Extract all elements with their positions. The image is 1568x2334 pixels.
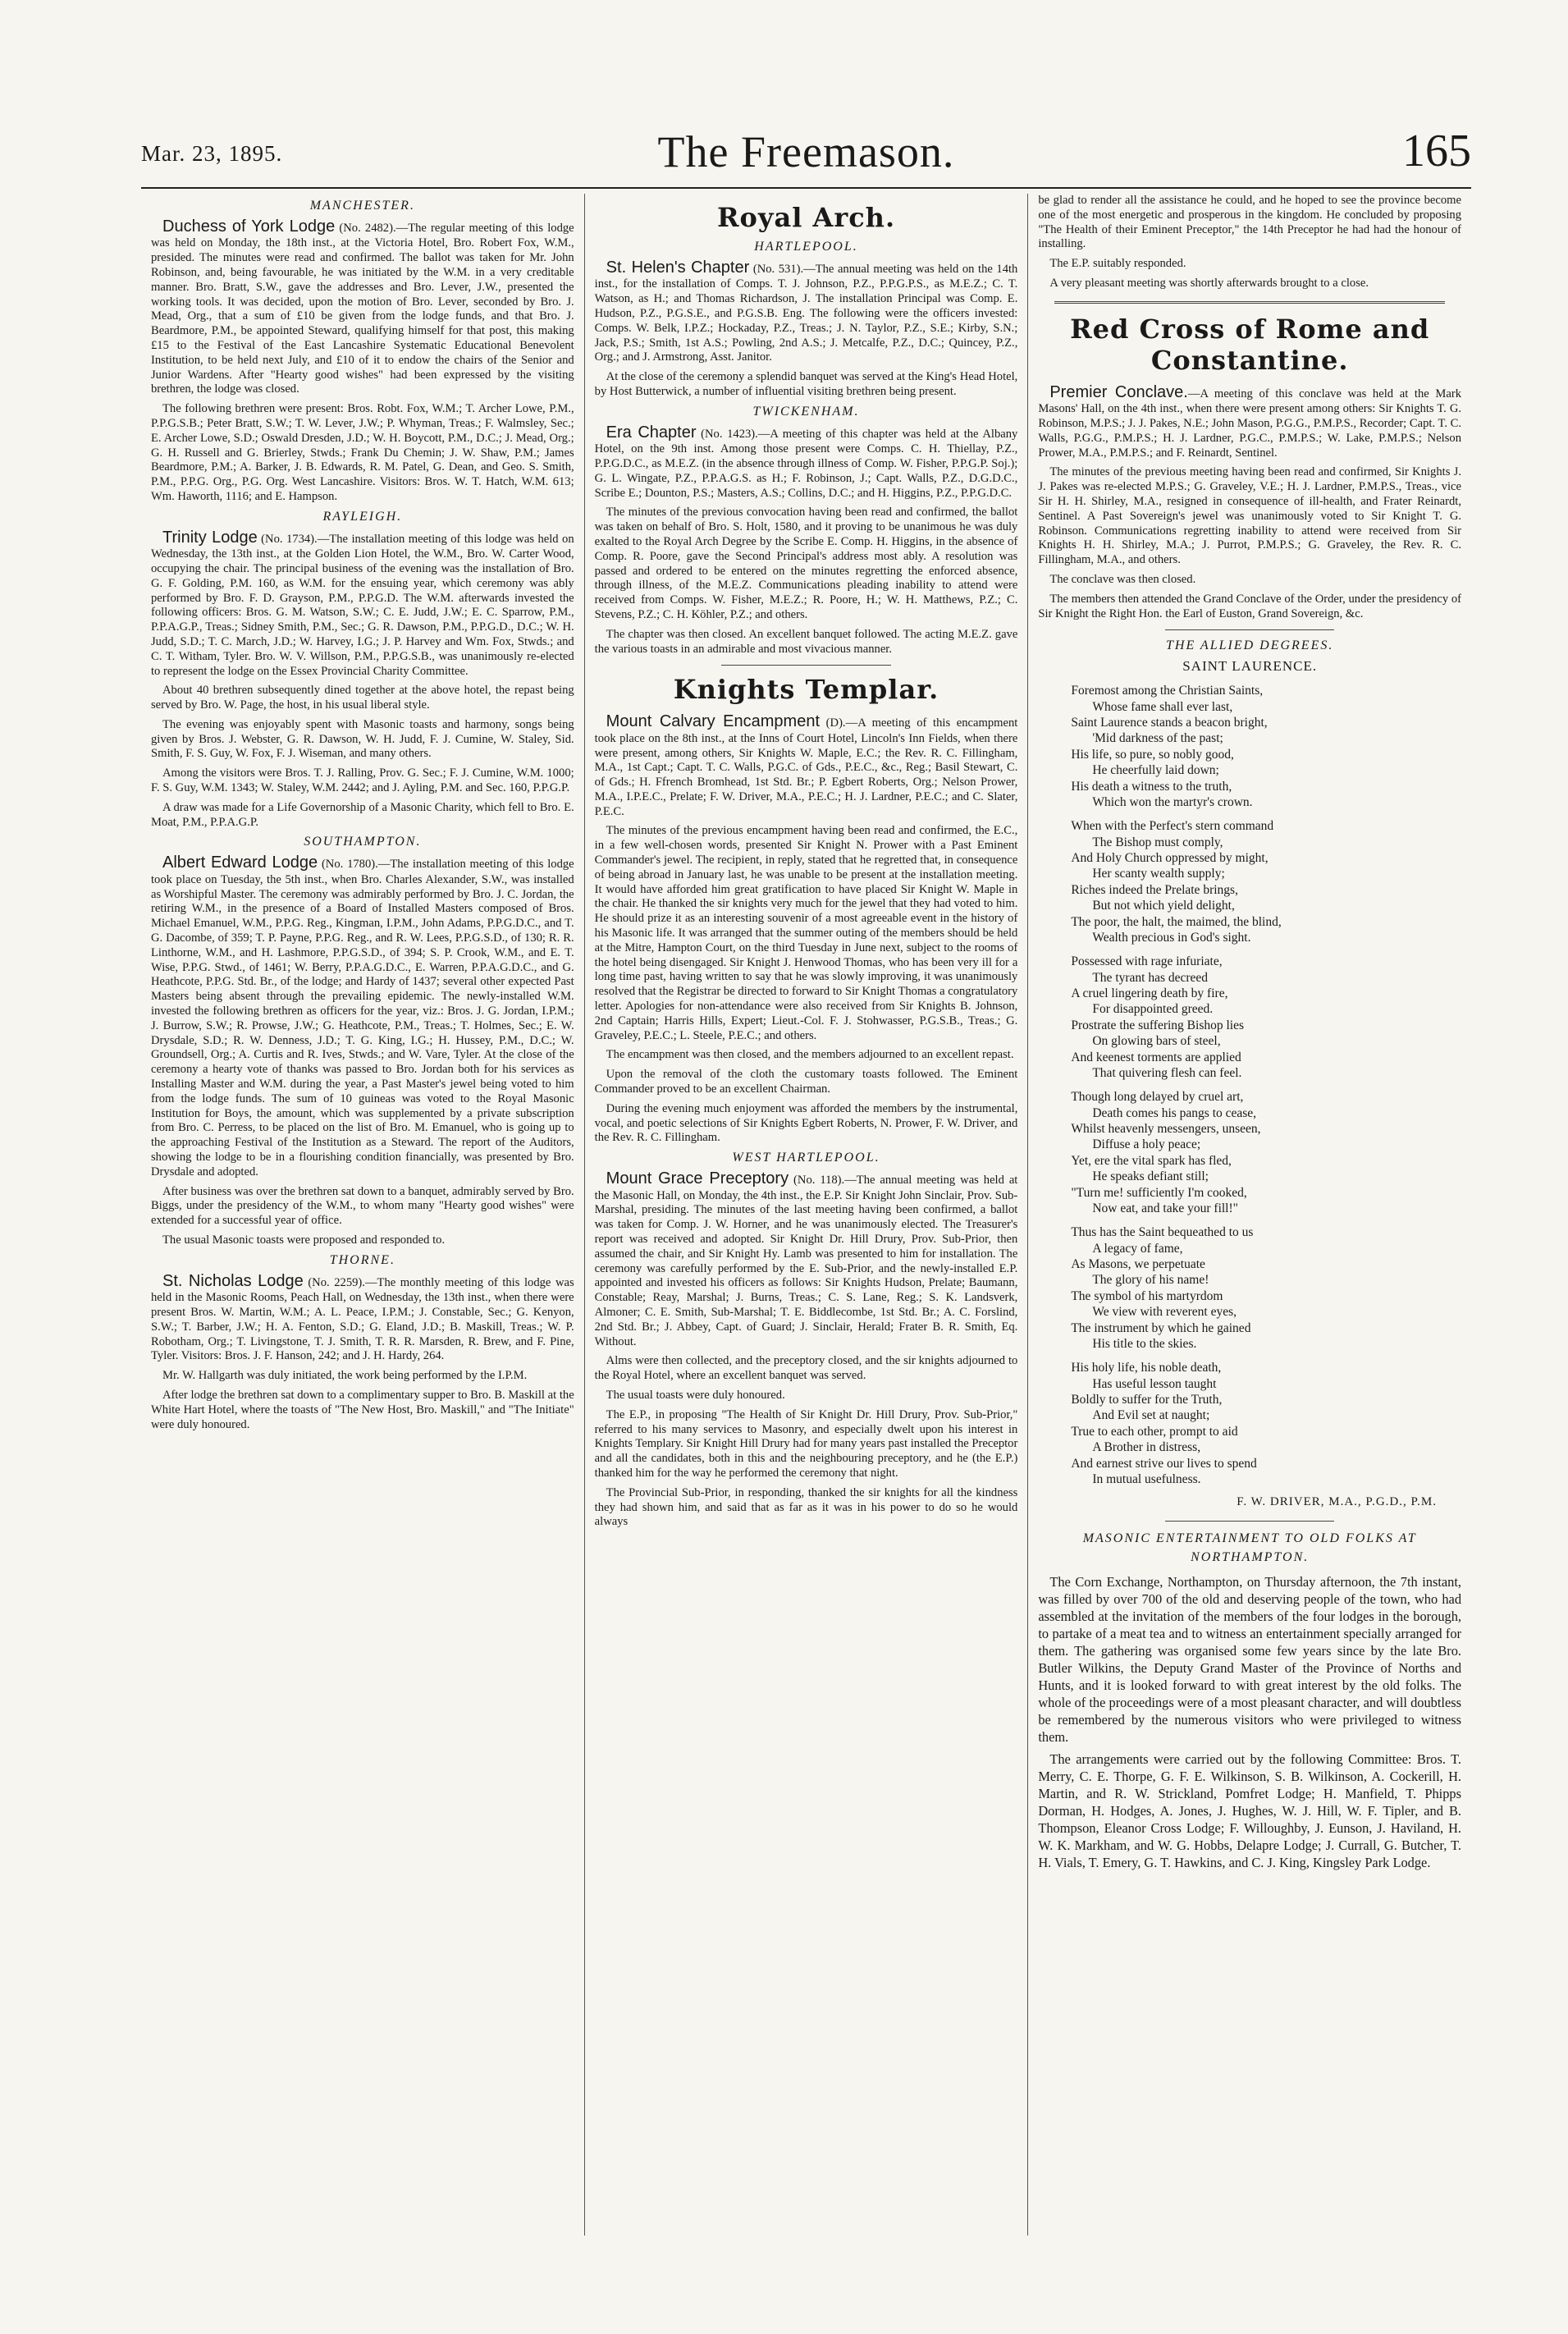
place-heading: HARTLEPOOL. — [754, 240, 858, 254]
poem-line: A legacy of fame, — [1092, 1241, 1183, 1256]
paragraph: The minutes of the previous meeting having been read and confirmed, Sir Knights J. J. Pakes was re-elected M.P.S.; G. Graveley, V.E.; H. J. Lardner, P.M.P.S., Treas., vice Sir H. H. Shirley, M.A., resigned in consequence of ill-health, and Frater Reinardt, Sentinel. A Past Sovereign's jewel was unanimously voted to Sir Knight T. G. Robinson. Communications regretting inability to attend were received from Sir Knights H. H. Shirley, M.A.; J. Purrot, P.M.P.S.; G. Graveley, the Rev. R. C. Fillingham, M.A., and others. — [1038, 465, 1462, 567]
poem — [1038, 683, 1461, 1487]
poem-line: Thus has the Saint bequeathed to us — [1071, 1225, 1254, 1240]
article-heading-line-1: MASONIC ENTERTAINMENT TO OLD FOLKS AT — [1082, 1531, 1417, 1546]
masthead — [141, 123, 1471, 185]
paragraph: The usual toasts were duly honoured. — [606, 1388, 785, 1402]
poem-line: Boldly to suffer for the Truth, — [1071, 1393, 1223, 1407]
page-number: 165 — [1402, 126, 1471, 176]
paragraph: The chapter was then closed. An excellent banquet followed. The acting M.E.Z. gave the various toasts in an admirable and most vivacious manner. — [594, 627, 1018, 656]
paragraph: Mr. W. Hallgarth was duly initiated, the work being performed by the I.P.M. — [162, 1369, 528, 1383]
paragraph: The members then attended the Grand Conclave of the Order, under the presidency of Sir Knight the Right Hon. the Earl of Euston, Grand Sovereign, &c. — [1038, 592, 1462, 620]
poem-stanza — [1071, 1089, 1461, 1216]
column-3 — [1027, 194, 1471, 2236]
poem-line: A Brother in distress, — [1092, 1440, 1201, 1455]
report-text: —The annual meeting was held at the Masonic Hall, on Monday, the 4th inst., the E.P. Sir Knight John Sinclair, Prov. Sub-Marshal, presiding. The minutes of the last meeting having been confirmed, a ballot was taken for Comp. J. W. Horner, and he was unanimously elected. The Treasurer's report was received and adopted. Sir Knight Dr. Hill Drury, Prov. Sub-Prior, then assumed the chair, and Sir Knight Hy. Lamb was presented to him for installation. The ceremony was carefully performed by the E. Sub-Prior, and the newly-installed E.P. appointed and invested his officers as follows: Sir Knights Hudson, Prelate; Baumann, Constable; Reay, Marshal; J. Burns, Treas.; C. S. Lane, Reg.; S. K. Landsverk, Almoner; C. E. Smith, Sub-Marshal; T. E. Biddlecombe, 1st Std. Br.; A. C. Forslind, 2nd Std. Br.; J. Abbey, Capt. of Guard; J. Sinclair, Herald; Frater B. R. Smith, Eq. Without. — [594, 1174, 1018, 1348]
poem-line: His title to the skies. — [1092, 1336, 1197, 1351]
section-divider — [1165, 629, 1334, 630]
conclave-report — [1038, 382, 1461, 461]
poem-line: Foremost among the Christian Saints, — [1071, 684, 1264, 698]
paragraph: The following brethren were present: Bros. Robt. Fox, W.M.; T. Archer Lowe, P.M., P.P.G.S.B.; Peter Bratt, S.W.; T. W. Lever, J.W.; P. Whyman, Treas.; F. Walmsley, Sec.; E. Archer Lowe, S.D.; Oswald Dresden, J.D.; W. H. Boycott, P.M., D.C.; J. Mead, Org.; G. H. Russell and G. Brierley, Stwds.; Frank Du Chemin; J. W. Shaw, P.M.; James Beardmore, P.M.; A. Barker, J. B. Edwards, R. M. Patel, G. Dean, and Geo. S. Smith, P.M., P.P.G. Org., P.G. Org. West Lancashire. Visitors: Bros. W. T. Hatch, W.M. 613; Wm. Haworth, 1116; and E. Hampson. — [151, 402, 574, 503]
poem-line: But not which yield delight, — [1092, 899, 1235, 913]
poem-stanza — [1071, 1224, 1461, 1352]
section-title-royal-arch: Royal Arch. — [716, 202, 896, 233]
report-text: —A meeting of this chapter was held at the Albany Hotel, on the 9th inst. Among those present were Comps. C. H. Thiellay, P.Z., P.P.G.D.C., as M.E.Z. (in the absence through illness of Comp. W. Fisher, P.P.G.P. Soj.); G. L. Wingate, P.Z., P.P.A.G.S. as H.; F. Robinson, J.; Capt. Walls, P.Z., D.G.D.C., Scribe E.; Dounton, P.S.; Masters, A.S.; Collins, D.C.; and H. Higgins, P.Z., P.P.G.D.C. — [594, 427, 1018, 500]
report-text: —The monthly meeting of this lodge was held in the Masonic Rooms, Peach Hall, on Wednesday, the 13th inst., when there were present Bros. W. Martin, W.M.; A. L. Peace, I.P.M.; J. Constable, Sec.; G. Kenyon, S.W.; T. Barber, J.W.; H. A. Fenton, S.D.; G. Eland, J.D.; B. Maskill, Treas.; W. P. Robotham, Org.; T. Livingstone, T. J. Smith, T. R. R. Marsden, R. Brew, and F. Pine, Tyler. Visitors: Bros. J. F. Hanson, 242; and J. H. Hardy, 264. — [151, 1275, 574, 1363]
poem-line: The poor, the halt, the maimed, the blind, — [1071, 914, 1282, 929]
columns — [141, 194, 1471, 2236]
conclave-name: Premier Conclave. — [1049, 382, 1188, 401]
poem-line: And Evil set at naught; — [1092, 1408, 1210, 1423]
poem-line: 'Mid darkness of the past; — [1092, 731, 1223, 746]
paragraph: The Corn Exchange, Northampton, on Thursday afternoon, the 7th instant, was filled by over 700 of the old and deserving people of the town, who had assembled at the invitation of the members of the four lodges in the borough, to partake of a meat tea and to witness an entertainment specially arranged for them. The gathering was organised some few years since by the late Bro. Butler Wilkins, the Deputy Grand Master of the Province of Norths and Hunts, and it is looked forward to with great interest by the old folks. The whole of the proceedings were of a most pleasant character, and will doubtless be remembered by the numerous visitors who were privileged to witness them. — [1038, 1574, 1462, 1746]
paragraph: Among the visitors were Bros. T. J. Ralling, Prov. G. Sec.; F. J. Cumine, W.M. 1000; F. S. Guy, W.M. 1343; W. Staley, W.M. 2442; and J. Ayling, P.M. and Sec. 160, P.P.G.P. — [151, 767, 574, 795]
report-text: —The installation meeting of this lodge took place on Tuesday, the 5th inst., when Bro. Charles Alexander, S.W., was installed as Worshipful Master. The ceremony was admirably performed by Bro. J. C. Jordan, the retiring W.M., in the presence of a Board of Installed Masters composed of Bros. Michael Emanuel, W.M., P.P.G. Reg., Kingman, I.P.M., John Adams, P.P.G.D.C., and T. G. Dacombe, of 359; T. P. Payne, P.P.G. Reg., and R. W. Lees, P.P.G.S.D., of 130; R. R. Linthorne, W.M., and H. Lashmore, P.P.G.S.D., of 394; S. P. Crook, W.M., and E. T. Wise, P.P.G. Stwd., of 1461; W. Berry, P.P.A.G.D.C., E. Warren, P.P.A.G.D.C., and G. Heathcote, P.P.G. Std. Br., of the lodge; and Hardy of 1437; several other expected Past Masters being absent through the prevailing epidemic. The newly-installed W.M. invested the following brethren as officers for the year, viz.: Bros. J. G. Jordan, I.P.M.; J. Burrow, S.W.; R. Prowse, J.W.; G. Heathcote, P.M., Treas.; T. Holmes, Sec.; E. W. Drysdale, S.D.; R. W. Denness, J.D.; T. G. King, I.G.; H. Hussey, P.M., D.C.; W. Groundsell, Org.; A. Curtis and R. Ives, Stwds.; and W. Vare, Tyler. At the close of the ceremony a hearty vote of thanks was passed to Bro. Jordan both for his services as Installing Master and W.M. during the year, a Past Master's jewel being voted to him from the lodge funds. The sum of 10 guineas was voted to the Royal Masonic Institution for Boys, the amount, which was supplemented by a private subscription from Bro. C. Perress, to be placed on the list of Bro. M. Emanuel, who is going up to the approaching Festival of the Institution as a Steward. The report of the Auditors, showing the lodge to be in a flourishing condition financially, was presented by Bro. Drysdale and adopted. — [151, 858, 574, 1178]
poem-line: And earnest strive our lives to spend — [1071, 1456, 1257, 1471]
report-text: —The installation meeting of this lodge was held on Wednesday, the 13th inst., at the Golden Lion Hotel, the W.M., Bro. W. Carter Wood, occupying the chair. The principal business of the evening was the installation of Bro. G. F. Golding, P.M. 160, as W.M. for the ensuing year, which ceremony was ably performed by Bro. F. D. Grayson, P.M., P.P.G.D. The W.M. afterwards invested the following officers: Bros. G. M. Watson, S.W.; C. E. Judd, J.W.; E. C. Sparrow, P.M., P.P.A.G.P., Treas.; Sidney Smith, P.M., Sec.; G. R. Dawson, P.M., P.P.G.D., D.C.; W. H. Judd, S.D.; T. C. March, J.D.; W. Harvey, I.G.; J. P. Harvey and Wm. Fox, Stwds.; and C. T. Witham, Tyler. Bro. W. V. Willson, P.M., P.P.G.S.B., was unanimously re-elected to represent the lodge on the Essex Provincial Charity Committee. — [151, 532, 574, 678]
paragraph: The conclave was then closed. — [1049, 572, 1196, 586]
preceptory-number: (No. 118). — [793, 1174, 845, 1188]
paragraph: At the close of the ceremony a splendid banquet was served at the King's Head Hotel, by Host Butterwick, a number of influential visiting brethren being present. — [594, 370, 1018, 398]
poem-line: And keenest torments are applied — [1071, 1050, 1241, 1064]
lodge-report — [151, 853, 574, 1179]
chapter-number: (No. 1423). — [701, 427, 758, 441]
poem-line: He speaks defiant still; — [1092, 1169, 1209, 1184]
section-divider — [1165, 1521, 1334, 1522]
lodge-number: (No. 2259). — [308, 1275, 365, 1289]
poem-line: Death comes his pangs to cease, — [1092, 1105, 1257, 1120]
poem-line: When with the Perfect's stern command — [1071, 819, 1274, 834]
section-divider — [1054, 301, 1445, 304]
chapter-name: St. Helen's Chapter — [606, 259, 750, 277]
issue-date: Mar. 23, 1895. — [141, 141, 283, 166]
paragraph: Upon the removal of the cloth the customary toasts followed. The Eminent Commander proved to be an excellent Chairman. — [594, 1068, 1018, 1096]
poem-stanza — [1071, 818, 1461, 945]
poem-line: As Masons, we perpetuate — [1071, 1257, 1205, 1272]
encampment-name: Mount Calvary Encampment — [606, 712, 821, 731]
lodge-number: (No. 1780). — [321, 858, 378, 872]
paragraph: After business was over the brethren sat down to a banquet, admirably served by Bro. Biggs, under the presidency of the W.M., to whom many "Hearty good wishes" were extended for a successful year of office. — [151, 1184, 574, 1228]
poem-line: Diffuse a holy peace; — [1092, 1137, 1201, 1152]
section-title-red-cross: Red Cross of Rome and Constantine. — [1070, 313, 1430, 376]
allied-degrees-heading: THE ALLIED DEGREES. — [1165, 638, 1334, 653]
poem-line: The Bishop must comply, — [1092, 835, 1223, 849]
preceptory-report — [595, 1169, 1018, 1349]
chapter-name: Era Chapter — [606, 423, 697, 442]
poem-line: Riches indeed the Prelate brings, — [1071, 882, 1238, 897]
place-heading: RAYLEIGH. — [322, 509, 403, 524]
poem-line: A cruel lingering death by fire, — [1071, 986, 1228, 1001]
article-heading — [1038, 1530, 1461, 1567]
paragraph: The encampment was then closed, and the members adjourned to an excellent repast. — [606, 1048, 1014, 1062]
poem-line: His holy life, his noble death, — [1071, 1361, 1222, 1375]
encampment-report — [595, 712, 1018, 819]
poem-line: True to each other, prompt to aid — [1071, 1424, 1238, 1439]
chapter-report — [595, 423, 1018, 501]
poem-line: His life, so pure, so nobly good, — [1071, 747, 1234, 762]
paragraph: The arrangements were carried out by the following Committee: Bros. T. Merry, C. E. Thorpe, G. F. E. Wilkinson, S. B. Wilkinson, A. Cockerill, H. Martin, and R. W. Strickland, Pomfret Lodge; H. Manfield, T. Phipps Dorman, H. Hodges, A. Jones, J. Hughes, W. J. Hill, W. F. Tipler, and B. Thompson, Eleanor Cross Lodge; F. Willoughby, J. Eunson, J. Haviland, H. W. K. Markham, and W. G. Hobbs, Delapre Lodge; J. Currall, G. Butcher, T. H. Vials, T. Emery, G. T. Hawkins, and C. J. King, Kingsley Park Lodge. — [1038, 1751, 1462, 1871]
poem-line: Her scanty wealth supply; — [1092, 867, 1225, 881]
paragraph: Alms were then collected, and the preceptory closed, and the sir knights adjourned to the Royal Hotel, where an excellent banquet was served. — [594, 1354, 1018, 1383]
preceptory-name: Mount Grace Preceptory — [606, 1169, 789, 1188]
paragraph: The E.P. suitably responded. — [1049, 257, 1186, 271]
encampment-number: (D). — [825, 716, 846, 730]
lodge-name: Duchess of York Lodge — [162, 217, 336, 236]
lodge-number: (No. 2482). — [339, 222, 396, 235]
poem-line: Though long delayed by cruel art, — [1071, 1090, 1244, 1105]
poem-line: The tyrant has decreed — [1092, 970, 1209, 985]
poem-line: Saint Laurence stands a beacon bright, — [1071, 716, 1268, 730]
paragraph: The usual Masonic toasts were proposed and responded to. — [162, 1233, 446, 1247]
poem-line: Now eat, and take your fill!" — [1092, 1201, 1238, 1215]
poem-title: SAINT LAURENCE. — [1182, 658, 1318, 675]
newspaper-title: The Freemason. — [657, 127, 955, 176]
lodge-name: Trinity Lodge — [162, 528, 258, 547]
poem-line: And Holy Church oppressed by might, — [1071, 851, 1269, 866]
paragraph: be glad to render all the assistance he could, and he hoped to see the province become one of the most energetic and prosperous in the kingdom. He concluded by proposing "The Health of their Eminent Preceptor," the 14th Preceptor he had had the honour of installing. — [1038, 194, 1462, 251]
section-title-knights-templar: Knights Templar. — [673, 674, 939, 706]
poem-line: Which won the martyr's crown. — [1092, 794, 1253, 809]
place-heading: WEST HARTLEPOOL. — [732, 1151, 880, 1165]
lodge-number: (No. 1734). — [261, 532, 318, 546]
paragraph: During the evening much enjoyment was afforded the members by the instrumental, vocal, and poetic selections of Sir Knights Egbert Roberts, N. Prower, F. W. Driver, and the Rev. R. C. Fillingham. — [594, 1101, 1018, 1145]
report-text: —The annual meeting was held on the 14th inst., for the installation of Comps. T. J. Johnson, P.Z., P.P.G.P.S., as M.E.Z.; C. T. Watson, as H.; and Thomas Richardson, J. The installation Principal was Comp. E. Hudson, P.Z., P.G.S.E., and P.G.S.B. Eng. The following were the officers invested: Comps. W. Belk, I.P.Z.; Hockaday, P.Z., Treas.; J. N. Taylor, P.Z., S.E.; Kirby, S.N.; Jack, P.S.; Smith, 1st A.S.; Powling, 2nd A.S.; J. Metcalfe, P.Z., D.C.; Quincey, P.Z., Org.; and J. Armstrong, Asst. Janitor. — [594, 263, 1018, 364]
poem-stanza — [1071, 954, 1461, 1081]
chapter-report — [595, 258, 1018, 365]
place-heading: TWICKENHAM. — [752, 404, 860, 419]
place-heading: THORNE. — [329, 1252, 395, 1267]
lodge-report — [151, 217, 574, 397]
column-1 — [141, 194, 584, 2236]
poem-line: Has useful lesson taught — [1092, 1376, 1217, 1391]
poem-line: Possessed with rage infuriate, — [1071, 954, 1223, 969]
report-text: —A meeting of this encampment took place on the 8th inst., at the Inns of Court Hotel, Lincoln's Inn Fields, when there were present, among others, Sir Knights W. Maple, E.C.; the Rev. R. C. Fillingham, M.A., 1st Capt.; Capt. T. C. Walls, P.G.C. of Gds., P.E.C., &c., Reg.; Basil Stewart, C. of Gds.; H. Ffrench Bromhead, 1st Std. Br.; P. Egbert Roberts, Org.; Nelson Prower, M.A., I.P.E.C., Prelate; F. W. Driver, M.A., P.E.C.; H. J. Lardner, P.E.C.; and C. Slater, P.E.C. — [594, 716, 1018, 818]
poem-line: On glowing bars of steel, — [1092, 1034, 1221, 1049]
article-heading-line-2: NORTHAMPTON. — [1191, 1549, 1310, 1564]
chapter-number: (No. 531). — [752, 263, 804, 276]
poem-line: The symbol of his martyrdom — [1071, 1288, 1223, 1303]
poem-line: He cheerfully laid down; — [1092, 763, 1219, 778]
paragraph: After lodge the brethren sat down to a complimentary supper to Bro. B. Maskill at the White Hart Hotel, where the toasts of "The New Host, Bro. Maskill," and "The Initiate" were duly honoured. — [151, 1388, 574, 1431]
section-divider — [721, 665, 890, 666]
paragraph: The minutes of the previous convocation having been read and confirmed, the ballot was taken on behalf of Bro. S. Holt, 1580, and it proving to be unanimous he was duly exalted to the Royal Arch Degree by the Scribe E. Comp. H. Higgins, in the absence of Comp. R. Poore, gave the Second Principal's address most ably. A resolution was passed and ordered to be entered on the minutes regretting the enforced absence, through illness, of the M.E.Z. Communications pleading inability to attend were received from Comps. W. Fisher, M.E.Z.; R. Poore, H.; W. H. Matthews, P.Z.; C. Stevens, P.Z.; C. H. Köhler, P.Z.; and others. — [594, 506, 1018, 621]
poem-line: The glory of his name! — [1092, 1273, 1209, 1288]
poem-line: We view with reverent eyes, — [1092, 1305, 1237, 1320]
poem-line: That quivering flesh can feel. — [1092, 1065, 1242, 1080]
lodge-name: St. Nicholas Lodge — [162, 1271, 304, 1290]
place-heading: MANCHESTER. — [309, 199, 415, 213]
paragraph: A very pleasant meeting was shortly afterwards brought to a close. — [1049, 276, 1369, 290]
poem-author: F. W. DRIVER, M.A., P.G.D., P.M. — [1237, 1495, 1438, 1509]
lodge-name: Albert Edward Lodge — [162, 854, 318, 872]
place-heading: SOUTHAMPTON. — [304, 835, 422, 849]
lodge-report — [151, 528, 574, 680]
paragraph: The evening was enjoyably spent with Masonic toasts and harmony, songs being given by Bros. J. Webster, G. R. Dawson, W. H. Judd, F. J. Cumine, W. Staley, Sid. Smith, F. S. Guy, W. Fox, F. J. Wiseman, and many others. — [151, 717, 574, 761]
poem-line: The instrument by which he gained — [1071, 1320, 1251, 1335]
paragraph: The minutes of the previous encampment having been read and confirmed, the E.C., in a few well-chosen words, presented Sir Knight N. Prower with a Past Eminent Commander's jewel. The recipient, in reply, stated that he regretted that, in consequence of being abroad in January last, he was unable to be present at the installation meeting. It would have afforded him great gratification to have placed Sir Knight W. Maple in the chair. He thanked the sir knights very much for the jewel that they had voted to him. He should prize it as an interesting souvenir of a most agreeable event in the history of his Masonic life. It was arranged that the summer outing of the members should be held at the Mitre, Hampton Court, on the third Tuesday in June next, subject to the rooms of the hotel being disengaged. Sir Knight J. Henwood Thomas, who has been very ill for a long time past, having written to say that he was slowly improving, it was unanimously resolved that the Registrar be directed to forward to Sir Knight Thomas a congratulatory letter. Apologies for non-attendance were also received from Sir Knights B. Johnson, 2nd Captain; Harris Hills, Expert; Lieut.-Col. F. J. Stohwasser, P.G.S.B., Treas.; G. Graveley, P.E.C.; L. Steele, P.E.C.; and others. — [594, 824, 1018, 1042]
poem-line: Wealth precious in God's sight. — [1092, 930, 1251, 945]
poem-line: Whose fame shall ever last, — [1092, 699, 1233, 714]
poem-line: Yet, ere the vital spark has fled, — [1071, 1153, 1232, 1168]
paragraph: The Provincial Sub-Prior, in responding, thanked the sir knights for all the kindness they had shown him, and said that as far as it was in his power to do so he would always — [594, 1485, 1018, 1529]
poem-stanza — [1071, 683, 1461, 810]
paragraph: A draw was made for a Life Governorship of a Masonic Charity, which fell to Bro. E. Moat, P.M., P.P.A.G.P. — [151, 800, 574, 829]
lodge-report — [151, 1271, 574, 1364]
poem-stanza — [1071, 1360, 1461, 1487]
poem-line: His death a witness to the truth, — [1071, 779, 1232, 794]
paragraph: The E.P., in proposing "The Health of Sir Knight Dr. Hill Drury, Prov. Sub-Prior," referred to his many services to Masonry, and especially dwelt upon his interest in Knights Templary. Sir Knight Hill Drury had for many years past installed the Preceptor and all the candidates, both in this and the neighbouring preceptory, and he (the E.P.) thanked him for the way he performed the ceremony that night. — [594, 1407, 1018, 1480]
report-text: —A meeting of this conclave was held at the Mark Masons' Hall, on the 4th inst., when there were present among others: Sir Knights T. G. Robinson, M.P.S.; J. J. Pakes, N.E.; John Mason, P.G.G., P.M.P.S., Recorder; Capt. T. C. Walls, P.G.G., P.M.P.S.; H. J. Lardner, P.G.C., P.M.P.S.; W. Lake, P.M.P.S.; Nelson Prower, M.A., P.M.P.S.; and F. Reinardt, Sentinel. — [1038, 387, 1462, 460]
poem-line: Whilst heavenly messengers, unseen, — [1071, 1122, 1261, 1137]
poem-line: In mutual usefulness. — [1092, 1471, 1201, 1486]
paragraph: About 40 brethren subsequently dined together at the above hotel, the repast being served by Bro. W. Page, the host, in his usual liberal style. — [151, 684, 574, 712]
poem-line: "Turn me! sufficiently I'm cooked, — [1071, 1185, 1247, 1200]
poem-line: Prostrate the suffering Bishop lies — [1071, 1018, 1245, 1032]
report-text: —The regular meeting of this lodge was held on Monday, the 18th inst., at the Victoria Hotel, Bro. Robert Fox, W.M., presided. The minutes were read and confirmed. The ballot was taken for Mr. John Robinson, and, being favourable, he was initiated by the W.M. in a very creditable manner. Bro. Bratt, S.W., gave the addresses and Bro. Lever, J.W., presented the working tools. It was decided, upon the motion of Bro. Lever, seconded by Bro. J. Mead, Org., that a sum of £10 be given from the lodge funds, and that Bro. J. Beardmore, P.M., be appointed Steward, qualifying himself for that post, this making £15 to the Festival of the East Lancashire Systematic Educational Benevolent Institution, to be held next July, and £10 of it to endow the chairs of the Senior and Junior Wardens. After "Hearty good wishes" had been expressed by the visiting brethren, the lodge was closed. — [151, 222, 574, 396]
masthead-rule — [141, 187, 1471, 189]
poem-line: For disappointed greed. — [1092, 1002, 1214, 1017]
column-2 — [584, 194, 1028, 2236]
